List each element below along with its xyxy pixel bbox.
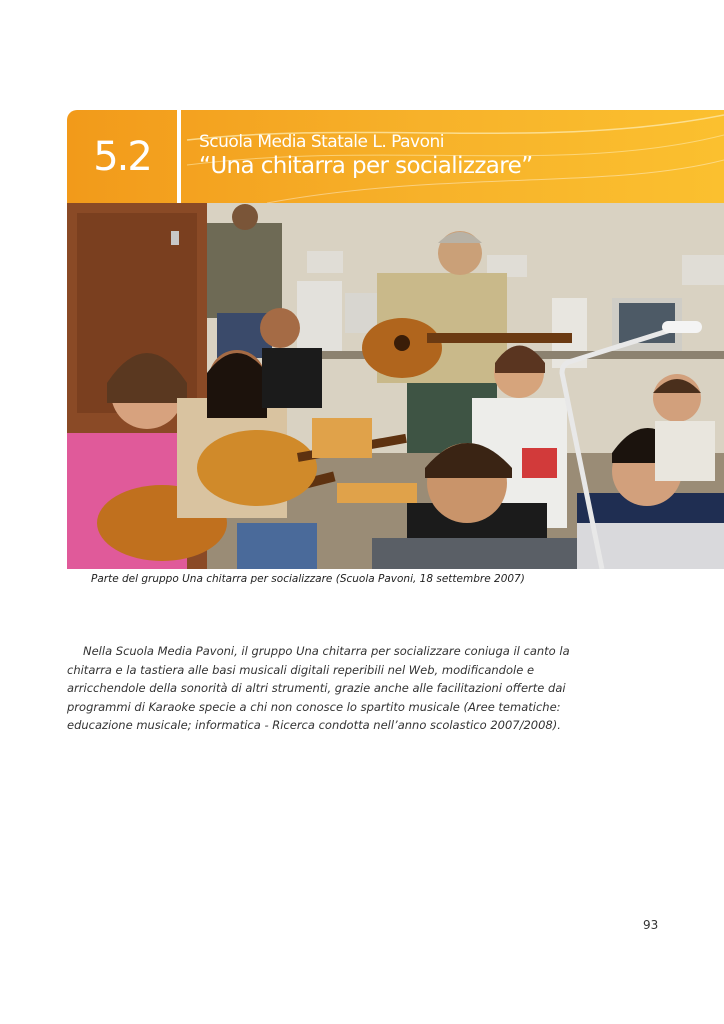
section-title: “Una chitarra per socializzare” <box>199 153 533 179</box>
section-header <box>67 110 724 203</box>
body-paragraph: Nella Scuola Media Pavoni, il gruppo Una chitarra per socializzare coniuga il canto la chitarra e la tastiera alle basi musicali digitali reperibili nel Web, modificandole e arricchendole della sonorità di altri strumenti, grazie anche alle facilitazioni offerte dai programmi di Karaoke specie a chi non conosce lo spartito musicale (Aree tematiche: educazione musicale; informatica - Ricerca condotta nell’anno scolastico 2007/2008). <box>67 644 570 732</box>
section-subtitle: Scuola Media Statale L. Pavoni <box>199 132 445 152</box>
photo-students-guitars-icon <box>67 203 724 569</box>
header-divider <box>177 110 181 203</box>
header-title-block <box>199 132 533 180</box>
page-number: 93 <box>643 918 659 932</box>
photo-caption: Parte del gruppo Una chitarra per socializzare (Scuola Pavoni, 18 settembre 2007) <box>91 573 525 585</box>
section-number: 5.2 <box>93 133 151 180</box>
group-photo <box>67 203 724 569</box>
